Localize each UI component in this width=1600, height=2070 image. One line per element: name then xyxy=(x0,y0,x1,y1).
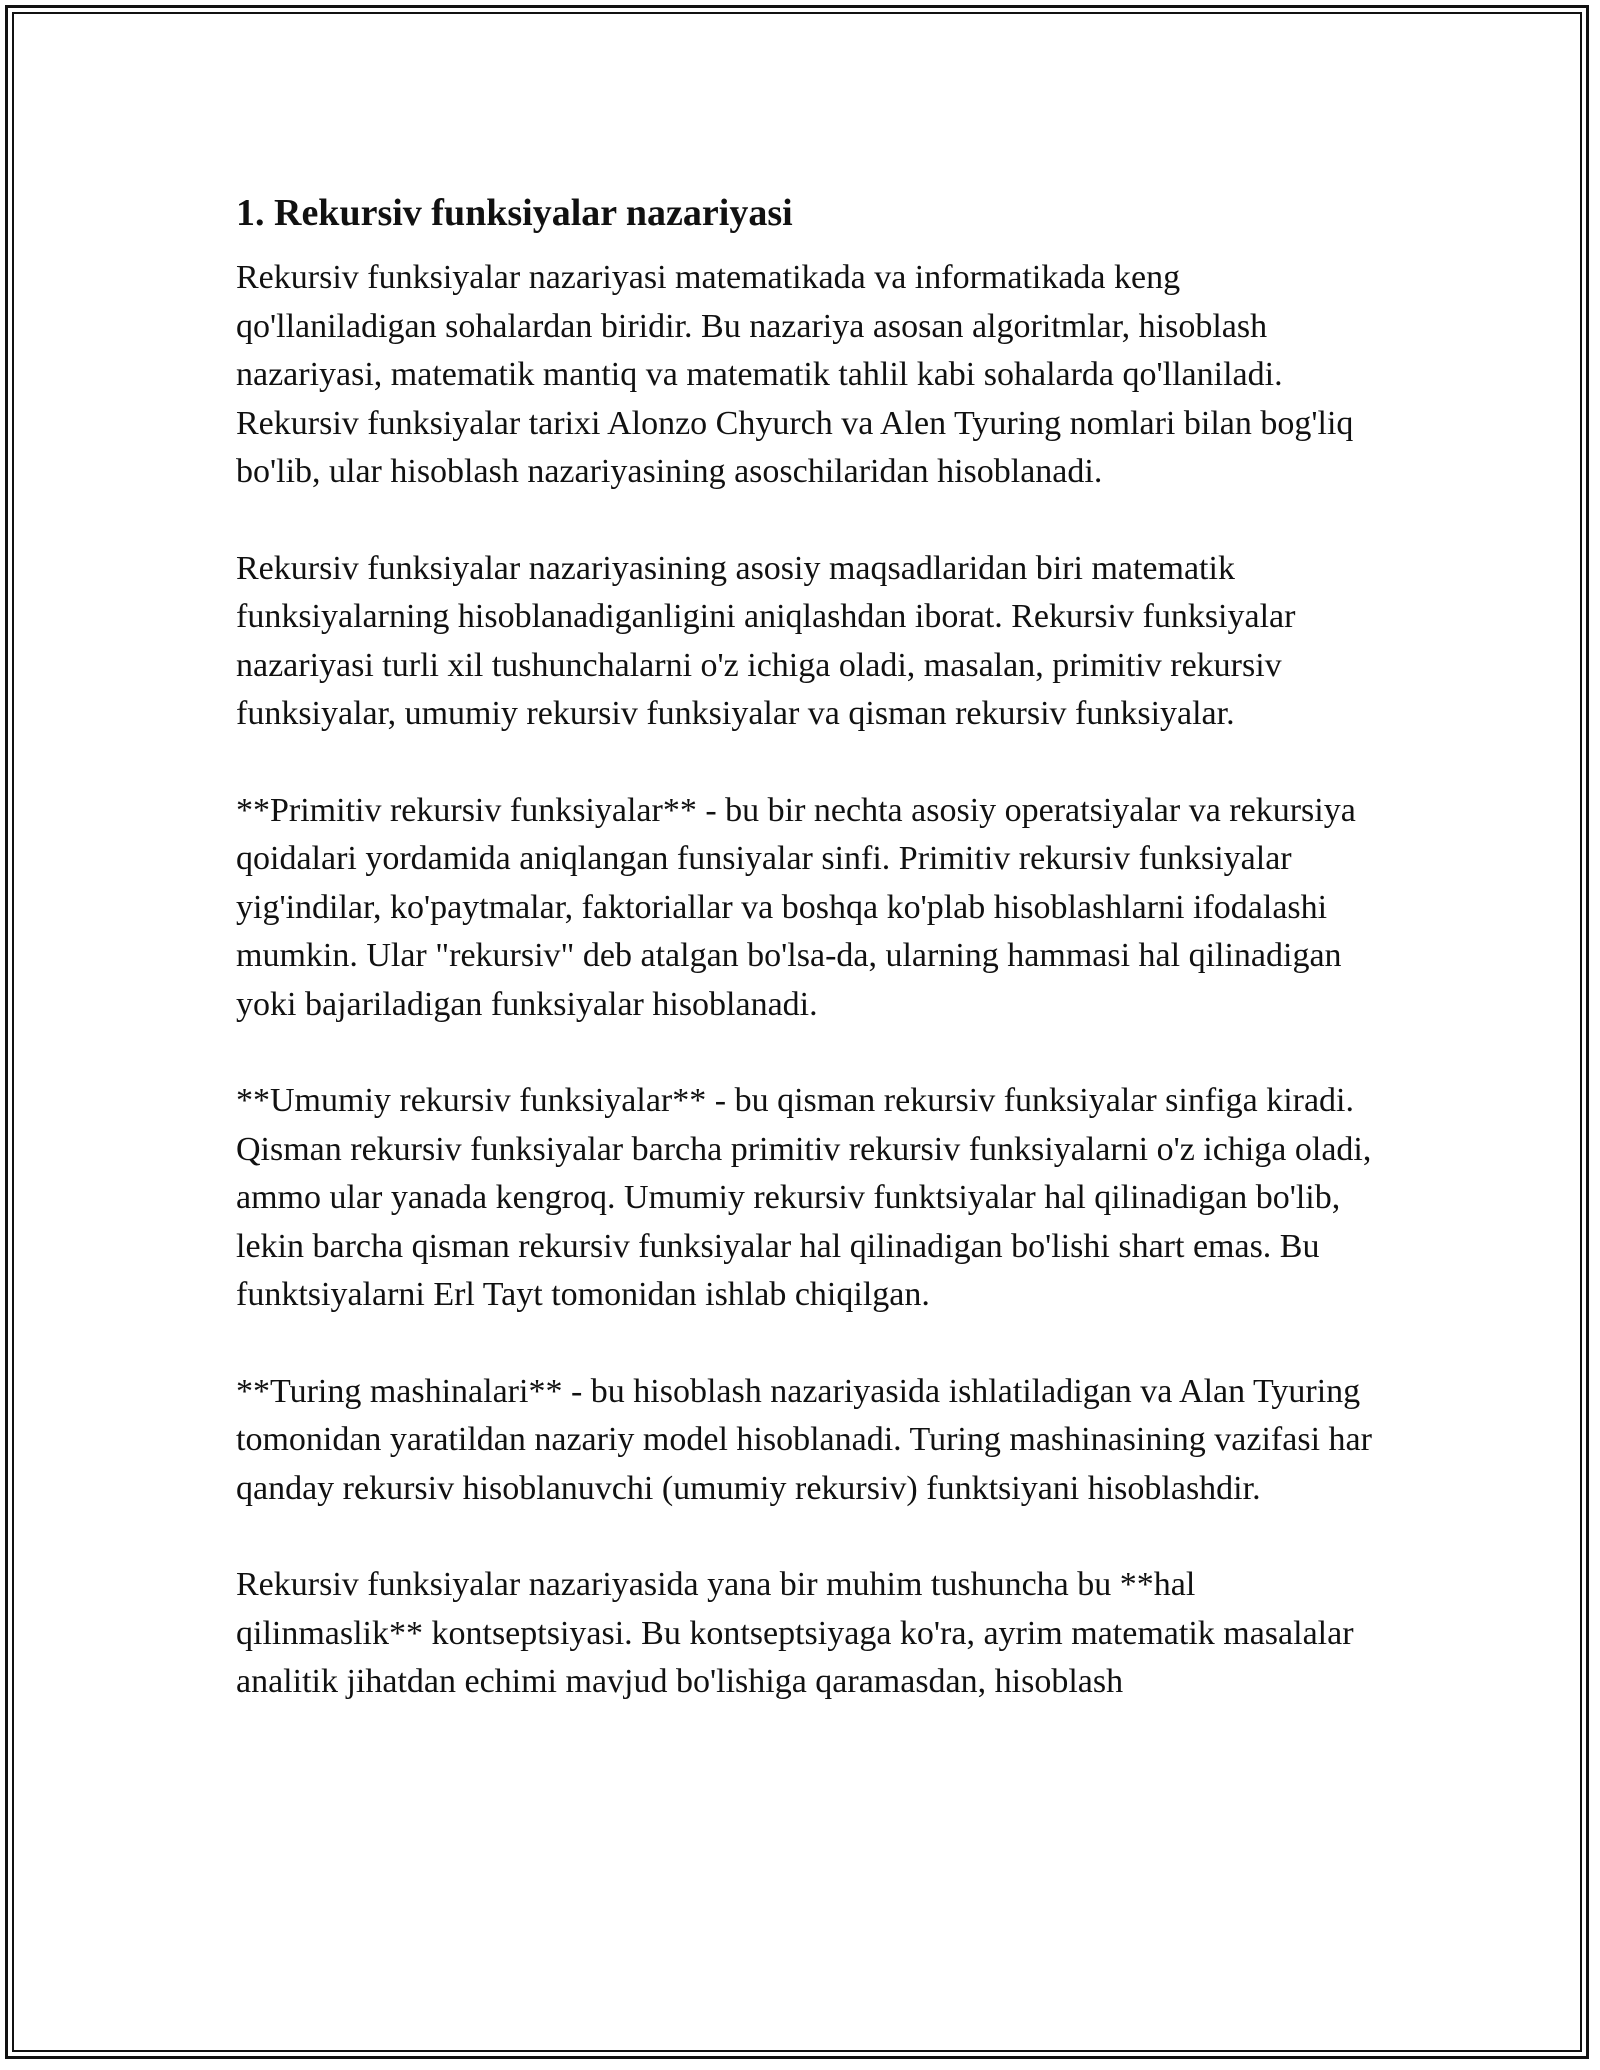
paragraph-turing-machines: **Turing mashinalari** - bu hisoblash nazariyasida ishlatiladigan va Alan Tyuring tomonidan yaratildan nazariy model hisoblanadi. Turing mashinasining vazifasi har qanday rekursiv hisoblanuvchi (umumiy rekursiv) funktsiyani hisoblashdir. xyxy=(236,1372,1372,1507)
paragraph-goals: Rekursiv funksiyalar nazariyasining asosiy maqsadlaridan biri matematik funksiyalarning hisoblanadiganligini aniqlashdan iborat. Rekursiv funksiyalar nazariyasi turli xil tushunchalarni o'z ichiga oladi, masalan, primitiv rekursiv funksiyalar, umumiy rekursiv funksiyalar va qisman rekursiv funksiyalar. xyxy=(236,549,1296,732)
paragraph-general-recursive: **Umumiy rekursiv funksiyalar** - bu qisman rekursiv funksiyalar sinfiga kiradi. Qisman rekursiv funksiyalar barcha primitiv rekursiv funksiyalarni o'z ichiga oladi, ammo ular yanada kengroq. Umumiy rekursiv funktsiyalar hal qilinadigan bo'lib, lekin barcha qisman rekursiv funksiyalar hal qilinadigan bo'lishi shart emas. Bu funktsiyalarni Erl Tayt tomonidan ishlab chiqilgan. xyxy=(236,1082,1372,1313)
section-heading: 1. Rekursiv funksiyalar nazariyasi xyxy=(236,192,793,234)
document-body xyxy=(236,186,1376,1707)
paragraph-intro: Rekursiv funksiyalar nazariyasi matematikada va informatikada keng qo'llaniladigan sohalardan biridir. Bu nazariya asosan algoritmlar, hisoblash nazariyasi, matematik mantiq va matematik tahlil kabi sohalarda qo'llaniladi. Rekursiv funksiyalar tarixi Alonzo Chyurch va Alen Tyuring nomlari bilan bog'liq bo'lib, ular hisoblash nazariyasining asoschilaridan hisoblanadi. xyxy=(236,259,1354,490)
paragraph-undecidability: Rekursiv funksiyalar nazariyasida yana bir muhim tushuncha bu **hal qilinmaslik** kontseptsiyasi. Bu kontseptsiyaga ko'ra, ayrim matematik masalalar analitik jihatdan echimi mavjud bo'lishiga qaramasdan, hisoblash xyxy=(236,1566,1354,1700)
paragraph-primitive-recursive: **Primitiv rekursiv funksiyalar** - bu bir nechta asosiy operatsiyalar va rekursiya qoidalari yordamida aniqlangan funsiyalar sinfi. Primitiv rekursiv funksiyalar yig'indilar, ko'paytmalar, faktoriallar va boshqa ko'plab hisoblashlarni ifodalashi mumkin. Ular "rekursiv" deb atalgan bo'lsa-da, ularning hammasi hal qilinadigan yoki bajariladigan funksiyalar hisoblanadi. xyxy=(236,791,1356,1023)
